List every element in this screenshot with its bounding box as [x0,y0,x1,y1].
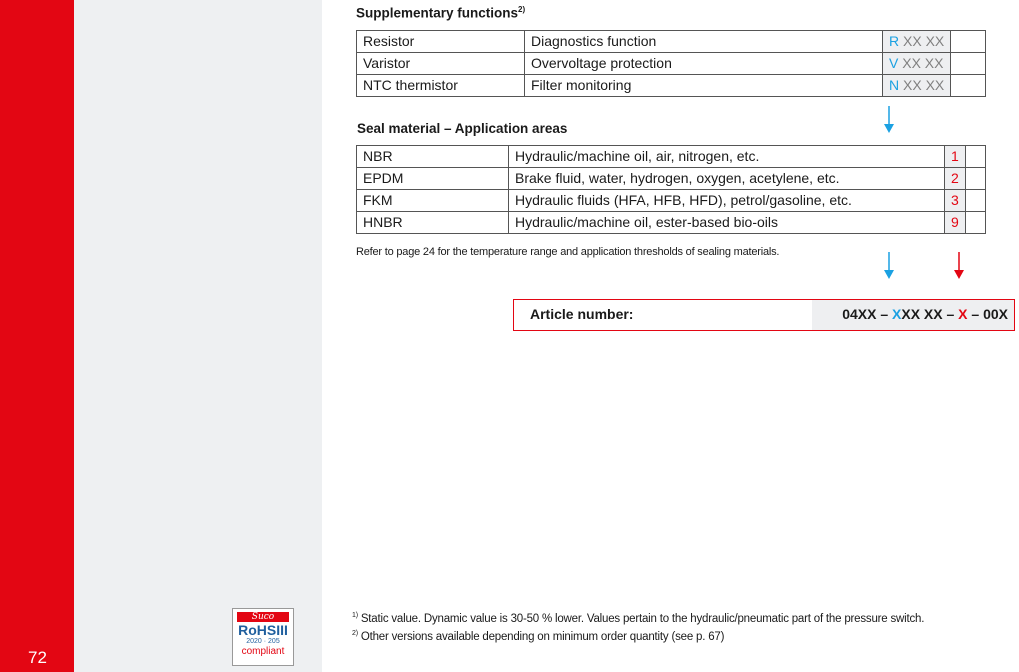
blue-arrow-down-icon [883,106,895,134]
supplementary-heading: Supplementary functions$^{2)}$ [356,5,526,21]
badge-rohs: RoHSIII [238,622,288,638]
article-number: 04XX – XXX XX – X – 00X [812,300,1014,330]
seal-desc: Hydraulic fluids (HFA, HFB, HFD), petrol/gasoline, etc. [509,190,945,212]
supp-code: V XX XX [883,53,951,75]
badge-compliant: compliant [241,646,285,657]
supp-desc: Overvoltage protection [525,53,883,75]
supp-desc: Diagnostics function [525,31,883,53]
supp-code: N XX XX [883,75,951,97]
seal-table [356,145,986,234]
seal-name: HNBR [357,212,509,234]
seal-desc: Hydraulic/machine oil, air, nitrogen, etc. [509,146,945,168]
blue-arrow-down-icon [883,252,895,280]
seal-code: 1 [945,146,966,168]
table-row [357,75,986,97]
table-row [357,53,986,75]
seal-name: NBR [357,146,509,168]
left-red-band [0,0,74,672]
table-row [357,31,986,53]
seal-heading: Seal material – Application areas [357,121,568,136]
seal-code: 9 [945,212,966,234]
seal-desc: Hydraulic/machine oil, ester-based bio-oils [509,212,945,234]
table-row [357,212,986,234]
supp-desc: Filter monitoring [525,75,883,97]
rohs-badge [232,608,294,666]
supplementary-table [356,30,986,97]
supp-name: NTC thermistor [357,75,525,97]
red-arrow-down-icon [953,252,965,280]
seal-name: FKM [357,190,509,212]
left-gray-panel [74,0,322,672]
supp-name: Resistor [357,31,525,53]
supp-code: R XX XX [883,31,951,53]
seal-desc: Brake fluid, water, hydrogen, oxygen, acetylene, etc. [509,168,945,190]
table-row [357,146,986,168]
badge-brand: Suco [237,612,289,622]
table-row [357,168,986,190]
badge-years: 2020 · 205 [246,638,280,645]
article-number-box [513,299,1015,331]
page-number: 72 [28,648,47,667]
seal-code: 3 [945,190,966,212]
seal-name: EPDM [357,168,509,190]
article-label: Article number: [530,306,634,322]
supp-name: Varistor [357,53,525,75]
table-row [357,190,986,212]
footnote-1: $^{1)}$ Static value. Dynamic value is 30-50 % lower. Values pertain to the hydraulic/pneumatic part of the pressure switch. [352,612,925,625]
footnote-2: $^{2)}$ Other versions available depending on minimum order quantity (see p. 67) [352,630,725,643]
seal-code: 2 [945,168,966,190]
seal-note: Refer to page 24 for the temperature range and application thresholds of sealing materials. [356,246,780,258]
